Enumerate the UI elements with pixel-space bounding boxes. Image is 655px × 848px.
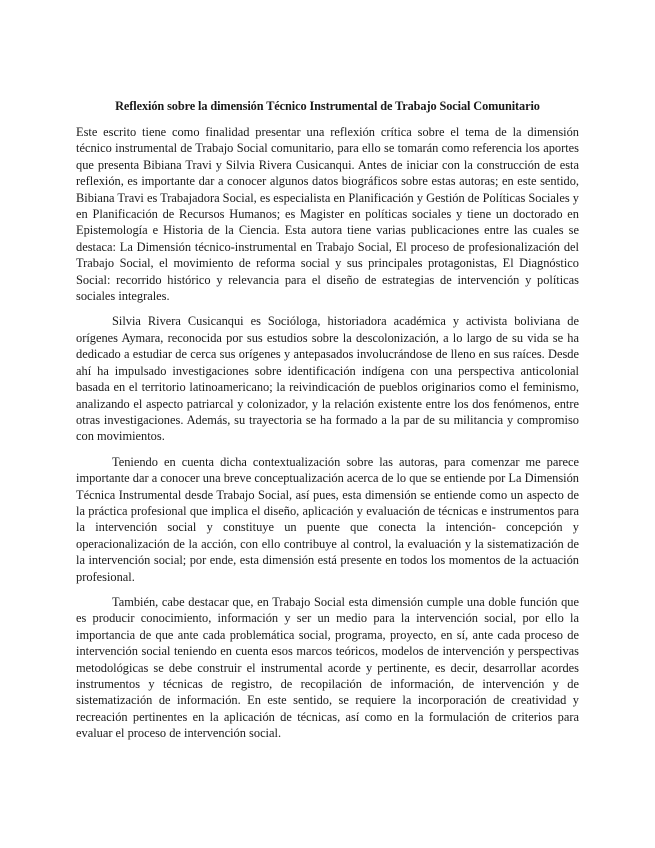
- paragraph-intro: Este escrito tiene como finalidad presentar una reflexión crítica sobre el tema de la dimensión técnico instrumental de Trabajo Social comunitario, para ello se tomarán como referencia los aportes que presenta Bibiana Travi y Silvia Rivera Cusicanqui. Antes de iniciar con la construcción de esta reflexión, es importante dar a conocer algunos datos biográficos sobre estas autoras; en este sentido, Bibiana Travi es Trabajadora Social, es especialista en Planificación y Gestión de Políticas Sociales y en Planificación de Recursos Humanos; es Magister en políticas sociales y tiene un doctorado en Epistemología e Historia de la Ciencia. Esta autora tiene varias publicaciones entre las cuales se destaca: La Dimensión técnico-instrumental en Trabajo Social, El proceso de profesionalización del Trabajo Social, el movimiento de reforma social y sus principales protagonistas, El Diagnóstico Social: recorrido histórico y relevancia para el diseño de estrategias de intervención y políticas sociales integrales.: [76, 125, 579, 304]
- paragraph-dimension-definition: Teniendo en cuenta dicha contextualización sobre las autoras, para comenzar me parece importante dar a conocer una breve conceptualización acerca de lo que se entiende por La Dimensión Técnica Instrumental desde Trabajo Social, así pues, esta dimensión se entiende como un aspecto de la práctica profesional que implica el diseño, aplicación y evaluación de técnicas e instrumentos para la intervención social y constituye un puente que conecta la intención- concepción y operacionalización de la acción, con ello contribuye al control, la evaluación y la sistematización de la intervención social; por ende, esta dimensión está presente en todos los momentos de la actuación profesional.: [76, 454, 579, 584]
- paragraph-dual-function: También, cabe destacar que, en Trabajo Social esta dimensión cumple una doble función que es producir conocimiento, información y ser un medio para la intervención social, por ello la importancia de que ante cada problemática social, programa, proyecto, en sí, ante cada proceso de intervención social teniendo en cuenta esos marcos teóricos, modelos de intervención y perspectivas metodológicas se debe construir el instrumental acorde y pertinente, es decir, desarrollar acordes instrumentos y técnicas de registro, de recopilación de información, de intervención y de sistematización de información. En este sentido, se requiere la incorporación de creatividad y recreación pertinentes en la aplicación de técnicas, así como en la formulación de criterios para evaluar el proceso de intervención social.: [76, 594, 579, 741]
- paragraph-silvia-rivera: Silvia Rivera Cusicanqui es Socióloga, historiadora académica y activista boliviana de orígenes Aymara, reconocida por sus estudios sobre la descolonización, a lo largo de su vida se ha dedicado a estudiar de cerca sus orígenes y antepasados involucrándose de lleno en sus raíces. Desde ahí ha impulsado investigaciones sobre identificación indígena con una perspectiva anticolonial basada en el territorio latinoamericano; la reivindicación de pueblos originarios como el feminismo, analizando el aspecto patriarcal y colonizador, y la relación existente entre los dos fenómenos, entre otras investigaciones. Además, su trayectoria se ha formado a la par de su militancia y compromiso con movimientos.: [76, 314, 579, 444]
- document-page: [76, 98, 579, 751]
- document-title: Reflexión sobre la dimensión Técnico Instrumental de Trabajo Social Comunitario: [115, 99, 540, 113]
